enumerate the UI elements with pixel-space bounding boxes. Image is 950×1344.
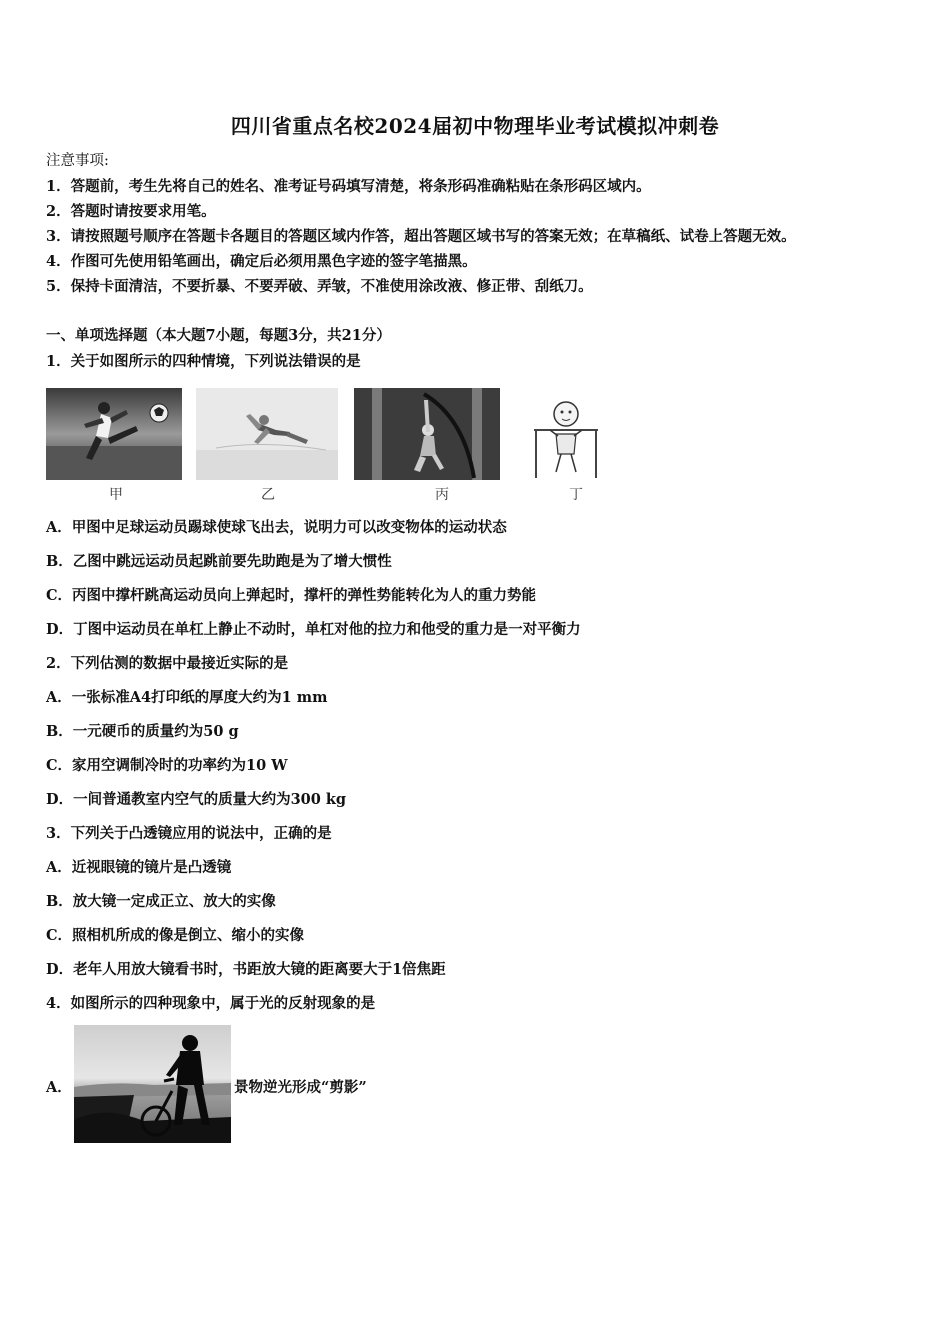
notice-item-2: 2．答题时请按要求用笔。 — [46, 203, 216, 220]
q2-option-c: C．家用空调制冷时的功率约为10 W — [46, 757, 288, 774]
notice-item-3: 3．请按照题号顺序在答题卡各题目的答题区域内作答，超出答题区域书写的答案无效；在草稿纸、试卷上答题无效。 — [46, 228, 796, 245]
q3-option-b: B．放大镜一定成正立、放大的实像 — [46, 893, 276, 910]
q1-option-c: C．丙图中撑杆跳高运动员向上弹起时，撑杆的弹性势能转化为人的重力势能 — [46, 587, 537, 604]
section-heading: 一、单项选择题（本大题7小题，每题3分，共21分） — [46, 327, 391, 344]
figure-ding-horizontal-bar — [526, 388, 606, 503]
figure-bing-pole-vault — [354, 388, 500, 503]
q1-stem: 1．关于如图所示的四种情境，下列说法错误的是 — [46, 353, 361, 370]
notice-item-4: 4．作图可先使用铅笔画出，确定后必须用黑色字迹的签字笔描黑。 — [46, 253, 477, 270]
notice-heading: 注意事项: — [46, 153, 109, 169]
q2-option-d: D．一间普通教室内空气的质量大约为300 kg — [46, 791, 347, 808]
q3-option-d: D．老年人用放大镜看书时，书距放大镜的距离要大于1倍焦距 — [46, 961, 446, 978]
q3-stem: 3．下列关于凸透镜应用的说法中，正确的是 — [46, 825, 332, 842]
q4-option-a-silhouette-image — [74, 1025, 231, 1147]
figure-label-bing: 丙 — [435, 487, 449, 503]
q1-figures — [46, 388, 606, 503]
figure-label-yi: 乙 — [261, 487, 275, 503]
figure-label-ding: 丁 — [569, 487, 583, 503]
q4-stem: 4．如图所示的四种现象中，属于光的反射现象的是 — [46, 995, 376, 1012]
figure-jia-soccer — [46, 388, 182, 503]
q1-option-a: A．甲图中足球运动员踢球使球飞出去，说明力可以改变物体的运动状态 — [46, 519, 507, 536]
figure-label-jia: 甲 — [109, 487, 123, 503]
q2-option-a: A．一张标准A4打印纸的厚度大约为1 mm — [46, 689, 328, 706]
q1-option-d: D．丁图中运动员在单杠上静止不动时，单杠对他的拉力和他受的重力是一对平衡力 — [46, 621, 581, 638]
q2-stem: 2．下列估测的数据中最接近实际的是 — [46, 655, 289, 672]
q1-option-b: B．乙图中跳远运动员起跳前要先助跑是为了增大惯性 — [46, 553, 392, 570]
notice-item-5: 5．保持卡面清洁，不要折暴、不要弄破、弄皱，不准使用涂改液、修正带、刮纸刀。 — [46, 278, 593, 295]
q3-option-a: A．近视眼镜的镜片是凸透镜 — [46, 859, 232, 876]
q2-option-b: B．一元硬币的质量约为50 g — [46, 723, 239, 740]
page-title: 四川省重点名校2024届初中物理毕业考试模拟冲刺卷 — [230, 114, 720, 138]
q3-option-c: C．照相机所成的像是倒立、缩小的实像 — [46, 927, 305, 944]
figure-yi-long-jump — [196, 388, 338, 503]
notice-item-1: 1．答题前，考生先将自己的姓名、准考证号码填写清楚，将条形码准确粘贴在条形码区域内。 — [46, 178, 651, 195]
q4-option-a-text: 景物逆光形成“剪影” — [234, 1079, 367, 1096]
q4-option-a-letter: A． — [46, 1079, 72, 1096]
